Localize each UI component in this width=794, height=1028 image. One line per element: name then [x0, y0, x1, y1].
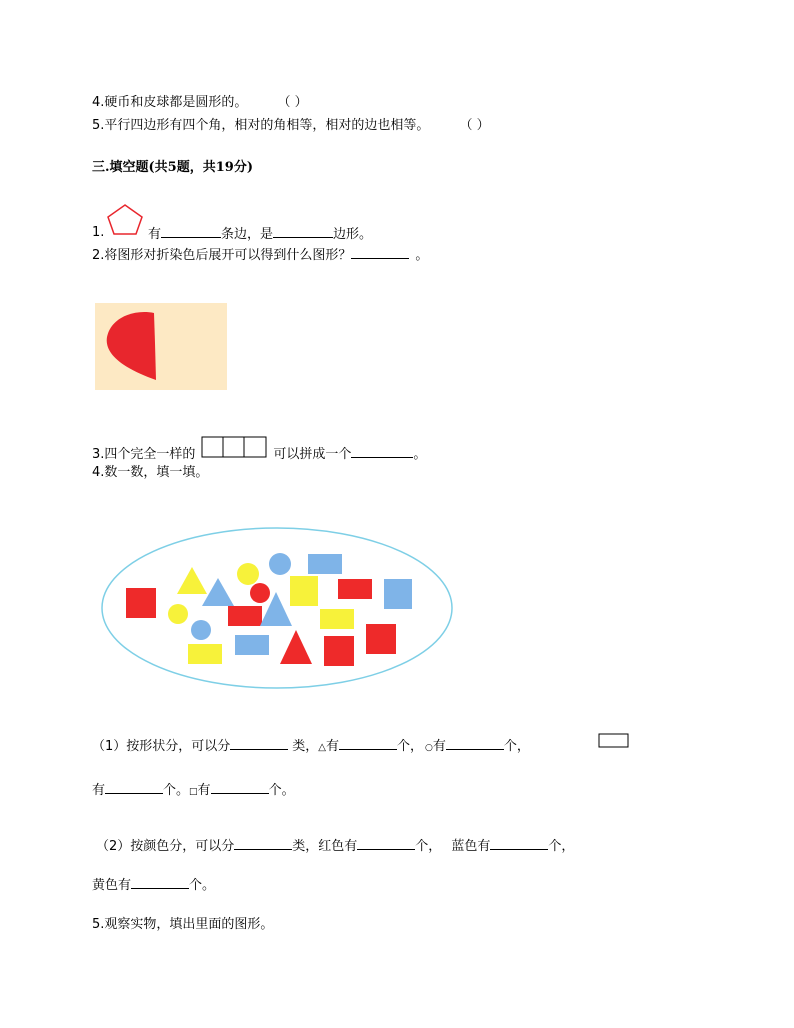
fill-question-4-part-1	[92, 736, 530, 757]
q3-blank[interactable]	[351, 444, 413, 458]
yellow-circle	[237, 563, 259, 585]
red-square	[366, 624, 396, 654]
triangle-icon: △	[318, 742, 326, 753]
q1-blank-2[interactable]	[273, 224, 333, 238]
q4-1-blank-types[interactable]	[230, 736, 288, 750]
tf-question-4-paren: （ ）	[277, 95, 308, 110]
q2-blank[interactable]	[351, 245, 409, 259]
yellow-circle	[168, 604, 188, 624]
q4-1-blank-circles[interactable]	[446, 736, 504, 750]
q4-2-blank-blue[interactable]	[490, 836, 548, 850]
q4-2-text-5: 个，	[548, 839, 575, 854]
pentagon-icon	[102, 198, 148, 238]
q4-2-blank-red[interactable]	[357, 836, 415, 850]
q2-end: 。	[415, 248, 429, 263]
yellow-rectangle	[188, 644, 222, 664]
q2-text: 2.将图形对折染色后展开可以得到什么图形？	[92, 248, 352, 263]
q4-1b-text-4: 个。	[268, 783, 295, 798]
fill-question-4-part-2b	[92, 875, 215, 895]
q4-1-text-4: 个，	[397, 739, 424, 754]
fill-question-4-part-1b	[92, 780, 295, 801]
rectangle-icon	[598, 733, 630, 749]
fill-question-1-text	[148, 224, 372, 244]
red-rectangle	[228, 606, 262, 626]
fill-question-2	[92, 245, 428, 265]
circle-icon: ○	[425, 743, 433, 753]
q4-2b-blank-yellow[interactable]	[131, 875, 189, 889]
q4-1b-text-2: 个。	[163, 783, 190, 798]
q4-2-text-4: 蓝色有	[451, 839, 491, 854]
q4-1b-text-3: 有	[197, 783, 211, 798]
fill-question-5: 5.观察实物，填出里面的图形。	[92, 917, 274, 932]
folded-shape-image	[95, 303, 227, 390]
q4-2-text-3: 个，	[415, 839, 442, 854]
tf-question-5-text: 5.平行四边形有四个角，相对的角相等，相对的边也相等。	[92, 118, 430, 133]
yellow-square	[290, 576, 318, 606]
q3-text-2: 可以拼成一个	[273, 447, 352, 462]
q4-2b-text-2: 个。	[189, 878, 216, 893]
three-squares-icon	[201, 450, 267, 460]
q3-end: 。	[413, 447, 427, 462]
blue-circle	[191, 620, 211, 640]
section-title: 三.填空题(共5题，共19分)	[92, 160, 253, 175]
q1-text-2: 条边，是	[221, 227, 274, 242]
q4-1-text-2: 类，	[292, 739, 319, 754]
square-icon: □	[189, 787, 198, 797]
q1-text-3: 边形。	[333, 227, 373, 242]
q4-1b-blank-rectangles[interactable]	[105, 780, 163, 794]
fill-question-4-part-2	[96, 836, 574, 856]
q4-1-blank-triangles[interactable]	[339, 736, 397, 750]
q4-1-text-1: （1）按形状分，可以分	[92, 739, 231, 754]
blue-rectangle	[308, 554, 342, 574]
q4-1b-text-1: 有	[92, 783, 106, 798]
tf-question-5	[92, 117, 490, 135]
fill-question-4: 4.数一数，填一填。	[92, 465, 209, 480]
q4-2b-text-1: 黄色有	[92, 878, 132, 893]
q1-blank-1[interactable]	[161, 224, 221, 238]
q4-2-text-1: （2）按颜色分，可以分	[96, 839, 235, 854]
q4-1-text-5: 有	[432, 739, 446, 754]
red-circle	[250, 583, 270, 603]
tf-question-4-text: 4.硬币和皮球都是圆形的。	[92, 95, 248, 110]
q1-number: 1.	[92, 225, 105, 240]
q1-text-1: 有	[148, 227, 162, 242]
blue-square	[384, 579, 412, 609]
q3-text-1: 3.四个完全一样的	[92, 447, 196, 462]
q4-2-blank-types[interactable]	[234, 836, 292, 850]
q4-1b-blank-squares[interactable]	[211, 780, 269, 794]
q4-1-text-6: 个，	[503, 739, 530, 754]
yellow-rectangle	[320, 609, 354, 629]
blue-circle	[269, 553, 291, 575]
q4-1-text-3: 有	[326, 739, 340, 754]
red-rectangle	[338, 579, 372, 599]
red-square	[126, 588, 156, 618]
red-square	[324, 636, 354, 666]
q4-2-text-2: 类，红色有	[292, 839, 358, 854]
blue-rectangle	[235, 635, 269, 655]
tf-question-4	[92, 94, 308, 112]
fill-question-3	[92, 444, 426, 464]
tf-question-5-paren: （ ）	[459, 118, 490, 133]
shapes-ellipse-figure	[100, 526, 456, 690]
